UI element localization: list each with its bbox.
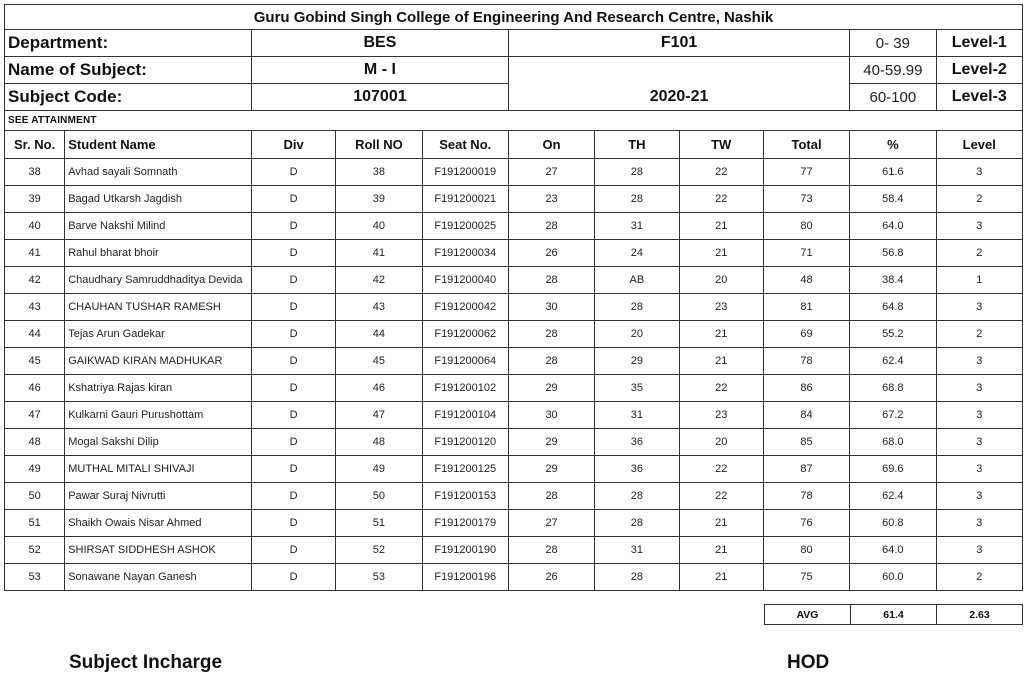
table-cell: F191200120 <box>422 429 508 456</box>
table-cell: 21 <box>679 240 763 267</box>
table-cell: 20 <box>595 321 679 348</box>
table-cell: 28 <box>595 564 679 591</box>
table-cell: 3 <box>936 483 1022 510</box>
table-cell: 28 <box>595 159 679 186</box>
subject-name-label: Name of Subject: <box>5 57 252 84</box>
table-cell: 51 <box>336 510 422 537</box>
table-cell: F191200062 <box>422 321 508 348</box>
table-cell: F191200025 <box>422 213 508 240</box>
table-cell: 44 <box>336 321 422 348</box>
avg-label: AVG <box>765 605 851 625</box>
column-header: Div <box>251 131 335 159</box>
table-cell: 20 <box>679 429 763 456</box>
table-cell: 45 <box>336 348 422 375</box>
table-cell: Avhad sayali Somnath <box>65 159 252 186</box>
table-cell: AB <box>595 267 679 294</box>
table-cell: 23 <box>508 186 594 213</box>
table-cell: 21 <box>679 537 763 564</box>
table-cell: 67.2 <box>850 402 936 429</box>
level-2-label: Level-2 <box>936 57 1022 84</box>
table-cell: SHIRSAT SIDDHESH ASHOK <box>65 537 252 564</box>
table-row <box>5 537 1023 564</box>
table-cell: 2 <box>936 321 1022 348</box>
table-row <box>5 429 1023 456</box>
table-cell: 52 <box>336 537 422 564</box>
table-row <box>5 240 1023 267</box>
table-cell: 38.4 <box>850 267 936 294</box>
table-row <box>5 186 1023 213</box>
table-cell: 3 <box>936 294 1022 321</box>
column-header: Total <box>763 131 849 159</box>
table-cell: 22 <box>679 456 763 483</box>
table-cell: Shaikh Owais Nisar Ahmed <box>65 510 252 537</box>
table-cell: 29 <box>595 348 679 375</box>
table-cell: 84 <box>763 402 849 429</box>
avg-percent: 61.4 <box>851 605 937 625</box>
column-header: Roll NO <box>336 131 422 159</box>
table-cell: 44 <box>5 321 65 348</box>
college-title: Guru Gobind Singh College of Engineering And Research Centre, Nashik <box>5 5 1023 30</box>
subject-incharge-signature-label: Subject Incharge <box>69 652 223 673</box>
table-cell: 36 <box>595 429 679 456</box>
table-cell: 21 <box>679 564 763 591</box>
column-header: % <box>850 131 936 159</box>
table-cell: 80 <box>763 537 849 564</box>
table-cell: Rahul bharat bhoir <box>65 240 252 267</box>
table-cell: 3 <box>936 456 1022 483</box>
table-cell: 30 <box>508 294 594 321</box>
column-header: TH <box>595 131 679 159</box>
table-row <box>5 159 1023 186</box>
avg-level: 2.63 <box>937 605 1023 625</box>
table-row <box>5 375 1023 402</box>
table-cell: 45 <box>5 348 65 375</box>
table-cell: 42 <box>5 267 65 294</box>
table-cell: 21 <box>679 213 763 240</box>
table-cell: 42 <box>336 267 422 294</box>
table-cell: 55.2 <box>850 321 936 348</box>
table-cell: 47 <box>5 402 65 429</box>
table-cell: D <box>251 456 335 483</box>
table-row <box>5 510 1023 537</box>
table-cell: 85 <box>763 429 849 456</box>
department-label: Department: <box>5 30 252 57</box>
table-cell: 58.4 <box>850 186 936 213</box>
level-3-label: Level-3 <box>936 84 1022 111</box>
table-cell: 86 <box>763 375 849 402</box>
summary-table <box>764 604 1023 625</box>
table-cell: D <box>251 537 335 564</box>
table-cell: 21 <box>679 321 763 348</box>
table-cell: 3 <box>936 537 1022 564</box>
table-cell: D <box>251 483 335 510</box>
table-cell: 76 <box>763 510 849 537</box>
table-cell: 35 <box>595 375 679 402</box>
table-cell: 28 <box>508 483 594 510</box>
subject-code-value: 107001 <box>251 84 508 111</box>
table-row <box>5 348 1023 375</box>
table-cell: 68.8 <box>850 375 936 402</box>
class-code: F101 <box>508 30 849 57</box>
table-cell: 36 <box>595 456 679 483</box>
table-cell: 3 <box>936 510 1022 537</box>
table-cell: 40 <box>5 213 65 240</box>
table-cell: F191200021 <box>422 186 508 213</box>
table-cell: D <box>251 348 335 375</box>
table-cell: 61.6 <box>850 159 936 186</box>
table-cell: 64.0 <box>850 213 936 240</box>
table-cell: F191200040 <box>422 267 508 294</box>
table-cell: 20 <box>679 267 763 294</box>
table-cell: F191200190 <box>422 537 508 564</box>
table-cell: Kshatriya Rajas kiran <box>65 375 252 402</box>
table-cell: 69.6 <box>850 456 936 483</box>
table-cell: 3 <box>936 159 1022 186</box>
table-cell: 56.8 <box>850 240 936 267</box>
table-cell: 53 <box>336 564 422 591</box>
table-cell: 28 <box>508 213 594 240</box>
table-cell: 39 <box>5 186 65 213</box>
table-cell: D <box>251 159 335 186</box>
table-cell: F191200196 <box>422 564 508 591</box>
table-cell: 2 <box>936 186 1022 213</box>
department-value: BES <box>251 30 508 57</box>
table-cell: 27 <box>508 159 594 186</box>
table-cell: D <box>251 267 335 294</box>
table-cell: MUTHAL MITALI SHIVAJI <box>65 456 252 483</box>
column-header: TW <box>679 131 763 159</box>
table-cell: 3 <box>936 402 1022 429</box>
table-cell: Chaudhary Samruddhaditya Devida <box>65 267 252 294</box>
table-cell: 21 <box>679 348 763 375</box>
table-cell: 77 <box>763 159 849 186</box>
table-cell: 28 <box>508 537 594 564</box>
table-cell: 50 <box>336 483 422 510</box>
column-header: Seat No. <box>422 131 508 159</box>
table-cell: 64.8 <box>850 294 936 321</box>
table-cell: GAIKWAD KIRAN MADHUKAR <box>65 348 252 375</box>
table-cell: 60.8 <box>850 510 936 537</box>
table-cell: 49 <box>5 456 65 483</box>
table-cell: 69 <box>763 321 849 348</box>
table-cell: 23 <box>679 294 763 321</box>
table-cell: 43 <box>336 294 422 321</box>
table-cell: F191200019 <box>422 159 508 186</box>
table-cell: F191200064 <box>422 348 508 375</box>
table-cell: 3 <box>936 348 1022 375</box>
table-row <box>5 402 1023 429</box>
table-cell: 28 <box>595 510 679 537</box>
table-cell: 38 <box>5 159 65 186</box>
table-cell: 22 <box>679 483 763 510</box>
table-cell: 71 <box>763 240 849 267</box>
table-cell: F191200104 <box>422 402 508 429</box>
level-1-range: 0- 39 <box>850 30 936 57</box>
level-1-label: Level-1 <box>936 30 1022 57</box>
table-cell: 50 <box>5 483 65 510</box>
table-cell: 40 <box>336 213 422 240</box>
table-cell: 30 <box>508 402 594 429</box>
table-cell: F191200153 <box>422 483 508 510</box>
table-cell: F191200042 <box>422 294 508 321</box>
table-cell: D <box>251 213 335 240</box>
table-cell: 28 <box>508 348 594 375</box>
table-cell: D <box>251 321 335 348</box>
table-cell: Mogal Sakshi Dilip <box>65 429 252 456</box>
table-cell: 87 <box>763 456 849 483</box>
table-cell: 78 <box>763 348 849 375</box>
table-cell: 46 <box>336 375 422 402</box>
table-cell: 38 <box>336 159 422 186</box>
table-cell: 22 <box>679 186 763 213</box>
table-cell: 39 <box>336 186 422 213</box>
table-cell: 41 <box>5 240 65 267</box>
table-cell: Sonawane Nayan Ganesh <box>65 564 252 591</box>
column-header: Level <box>936 131 1022 159</box>
table-cell: 48 <box>763 267 849 294</box>
level-3-range: 60-100 <box>850 84 936 111</box>
table-cell: D <box>251 402 335 429</box>
table-cell: 49 <box>336 456 422 483</box>
table-cell: CHAUHAN TUSHAR RAMESH <box>65 294 252 321</box>
table-cell: 41 <box>336 240 422 267</box>
table-cell: 27 <box>508 510 594 537</box>
academic-year: 2020-21 <box>508 57 849 111</box>
table-row <box>5 294 1023 321</box>
table-cell: 28 <box>595 483 679 510</box>
table-row <box>5 213 1023 240</box>
section-title: SEE ATTAINMENT <box>5 111 1023 131</box>
table-cell: D <box>251 186 335 213</box>
table-cell: D <box>251 564 335 591</box>
table-cell: 28 <box>508 267 594 294</box>
table-cell: 2 <box>936 240 1022 267</box>
table-cell: 29 <box>508 375 594 402</box>
table-cell: 62.4 <box>850 483 936 510</box>
table-cell: D <box>251 429 335 456</box>
table-cell: 3 <box>936 213 1022 240</box>
table-cell: 52 <box>5 537 65 564</box>
table-row <box>5 456 1023 483</box>
table-cell: 3 <box>936 429 1022 456</box>
table-cell: 26 <box>508 564 594 591</box>
table-cell: 73 <box>763 186 849 213</box>
subject-name-value: M - I <box>251 57 508 84</box>
table-cell: 2 <box>936 564 1022 591</box>
table-cell: Barve Nakshi Milind <box>65 213 252 240</box>
table-cell: Tejas Arun Gadekar <box>65 321 252 348</box>
table-cell: 78 <box>763 483 849 510</box>
table-cell: 29 <box>508 456 594 483</box>
table-cell: 22 <box>679 159 763 186</box>
table-cell: 28 <box>595 294 679 321</box>
table-cell: 31 <box>595 402 679 429</box>
table-cell: 28 <box>595 186 679 213</box>
level-2-range: 40-59.99 <box>850 57 936 84</box>
table-cell: 62.4 <box>850 348 936 375</box>
table-cell: 60.0 <box>850 564 936 591</box>
column-header: Student Name <box>65 131 252 159</box>
table-cell: 47 <box>336 402 422 429</box>
table-cell: 28 <box>508 321 594 348</box>
table-cell: F191200102 <box>422 375 508 402</box>
column-header-row <box>5 131 1023 159</box>
column-header: On <box>508 131 594 159</box>
table-cell: 51 <box>5 510 65 537</box>
table-cell: 75 <box>763 564 849 591</box>
attainment-sheet <box>4 4 1023 591</box>
table-cell: 29 <box>508 429 594 456</box>
table-cell: 1 <box>936 267 1022 294</box>
table-cell: F191200179 <box>422 510 508 537</box>
table-cell: 48 <box>336 429 422 456</box>
table-cell: D <box>251 510 335 537</box>
table-row <box>5 267 1023 294</box>
table-cell: 21 <box>679 510 763 537</box>
table-cell: 24 <box>595 240 679 267</box>
table-cell: 80 <box>763 213 849 240</box>
table-cell: 22 <box>679 375 763 402</box>
table-row <box>5 564 1023 591</box>
table-cell: D <box>251 375 335 402</box>
table-row <box>5 483 1023 510</box>
table-cell: 48 <box>5 429 65 456</box>
table-cell: D <box>251 294 335 321</box>
subject-code-label: Subject Code: <box>5 84 252 111</box>
table-row <box>5 321 1023 348</box>
table-cell: Kulkarni Gauri Purushottam <box>65 402 252 429</box>
table-cell: F191200034 <box>422 240 508 267</box>
table-cell: 23 <box>679 402 763 429</box>
column-header: Sr. No. <box>5 131 65 159</box>
table-cell: 31 <box>595 537 679 564</box>
table-cell: 53 <box>5 564 65 591</box>
table-cell: 43 <box>5 294 65 321</box>
table-cell: 26 <box>508 240 594 267</box>
table-cell: Pawar Suraj Nivrutti <box>65 483 252 510</box>
table-cell: 31 <box>595 213 679 240</box>
table-cell: Bagad Utkarsh Jagdish <box>65 186 252 213</box>
table-cell: 81 <box>763 294 849 321</box>
table-cell: 46 <box>5 375 65 402</box>
table-cell: 68.0 <box>850 429 936 456</box>
table-cell: F191200125 <box>422 456 508 483</box>
table-cell: 64.0 <box>850 537 936 564</box>
table-cell: D <box>251 240 335 267</box>
hod-signature-label: HOD <box>787 652 830 673</box>
table-cell: 3 <box>936 375 1022 402</box>
